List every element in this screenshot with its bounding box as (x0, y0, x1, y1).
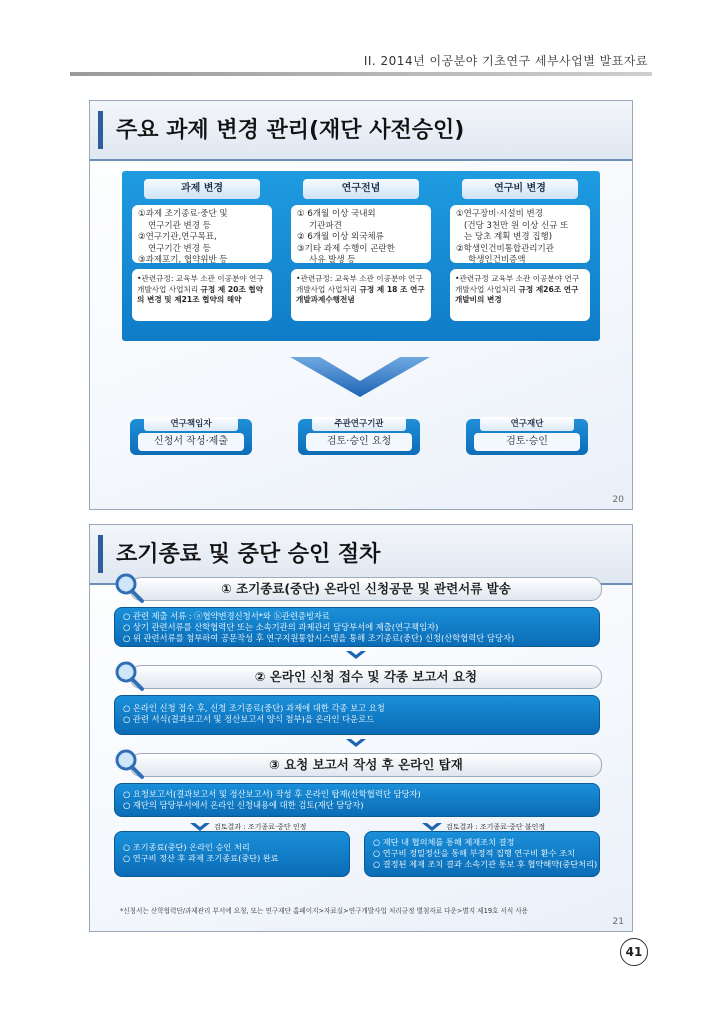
step-2-details: ○ 온라인 신청 접수 후, 신청 조기종료(중단) 과제에 대한 각종 보고 요청 ○ 관련 서식(결과보고서 및 정산보고서 양식 첨부)을 온라인 다운로드 (114, 695, 600, 735)
slide-title: 조기종료 및 중단 승인 절차 (116, 542, 381, 567)
slide-21 (89, 524, 633, 932)
magnifier-icon (112, 571, 146, 605)
role-box-institution: 주관연구기관 검토·승인 요청 (298, 419, 420, 455)
slide-title: 주요 과제 변경 관리(재단 사전승인) (116, 118, 465, 143)
column-budget-change (450, 179, 590, 321)
result-rejected-label: 검토결과 : 조기종료·중단 불인정 (446, 823, 546, 831)
footnote: *신청서는 산학협력단/과제관리 부서에 요청, 또는 연구재단 홈페이지>자료실>연구개발사업 처리규정 별첨자료 다운>별지 제19호 서식 사용 (120, 907, 529, 915)
step-3-details: ○ 요청보고서(결과보고서 및 정산보고서) 작성 후 온라인 탑재(산학협력단 담당자) ○ 재단의 담당부서에서 온라인 신청내용에 대한 검토(재단 담당자) (114, 783, 600, 817)
step-2-bar: ② 온라인 신청 접수 및 각종 보고서 요청 (130, 665, 602, 689)
magnifier-icon (112, 659, 146, 693)
down-chevron-icon (346, 651, 366, 659)
column-heading: 연구비 변경 (462, 179, 578, 199)
column-task-change (132, 179, 272, 321)
column-heading: 연구전념 (303, 179, 419, 199)
down-chevron-icon (290, 357, 430, 397)
role-box-researcher: 연구책임자 신청서 작성·제출 (130, 419, 252, 455)
role-box-foundation: 연구재단 검토·승인 (466, 419, 588, 455)
result-approved-label: 검토결과 : 조기종료·중단 인정 (214, 823, 307, 831)
page-header: II. 2014년 이공분야 기초연구 세부사업별 발표자료 (363, 54, 648, 68)
column-research-focus (291, 179, 431, 321)
result-approved-box: ○ 조기종료(중단) 온라인 승인 처리 ○ 연구비 정산 후 과제 조기종료(중단) 완료 (114, 831, 350, 877)
step-3-bar: ③ 요청 보고서 작성 후 온라인 탑재 (130, 753, 602, 777)
column-regulation: •관련규정: 교육부 소관 이공분야 연구개발사업 사업처리 규정 제 20조 협약의 변경 및 제21조 협약의 해약 (132, 269, 272, 321)
header-rule (70, 72, 652, 76)
slide-title-bar (90, 525, 632, 585)
magnifier-icon (112, 747, 146, 781)
page-number: 41 (620, 938, 648, 966)
down-chevron-icon (190, 823, 210, 831)
slide-number: 20 (612, 495, 624, 505)
column-items: ① 6개월 이상 국내외 기관파견 ② 6개월 이상 외국체류 ③기타 과제 수행이 곤란한 사유 발생 등 (291, 205, 431, 263)
slide-20 (89, 100, 633, 510)
column-items: ①과제 조기종료·중단 및 연구기관 변경 등 ②연구기관,연구목표, 연구기간 변경 등 ③과제포기, 협약위반 등 (132, 205, 272, 263)
column-heading: 과제 변경 (144, 179, 260, 199)
down-chevron-icon (422, 823, 442, 831)
down-chevron-icon (346, 739, 366, 747)
column-regulation: •관련규정: 교육부 소관 이공분야 연구개발사업 사업처리 규정 제 18 조 연구개발과제수행전념 (291, 269, 431, 321)
slide-number: 21 (612, 917, 624, 927)
result-rejected-box: ○ 재단 내 협의체를 통해 제재조치 결정 ○ 연구비 정밀정산을 통해 부정적 집행 연구비 환수 조치 ○ 결정된 제재 조치 결과 소속기관 통보 후 협약해약(중단처리) (364, 831, 600, 877)
change-types-panel (122, 171, 600, 341)
slide-title-bar (90, 101, 632, 161)
column-regulation: •관련규정 교육부 소관 이공분야 연구개발사업 사업처리 규정 제26조 연구개발비의 변경 (450, 269, 590, 321)
step-1-details: ○ 관련 제출 서류 : ⓐ협약변경신청서*와 ⓑ관련증빙자료 ○ 상기 관련서류를 산학협력단 또는 소속기관의 과제관리 담당부서에 제출(연구책임자) ○ 위 관련서류를 첨부하여 공문작성 후 연구지원통합시스템을 통해 조기종료(중단) 신청(산학협력단 담당자) (114, 607, 600, 647)
column-items: ①연구장비·시설비 변경 (건당 3천만 원 이상 신규 또 는 당초 계획 변경 집행) ②학생인건비통합관리기관 학생인건비증액 (450, 205, 590, 263)
step-1-bar: ① 조기종료(중단) 온라인 신청공문 및 관련서류 발송 (130, 577, 602, 601)
